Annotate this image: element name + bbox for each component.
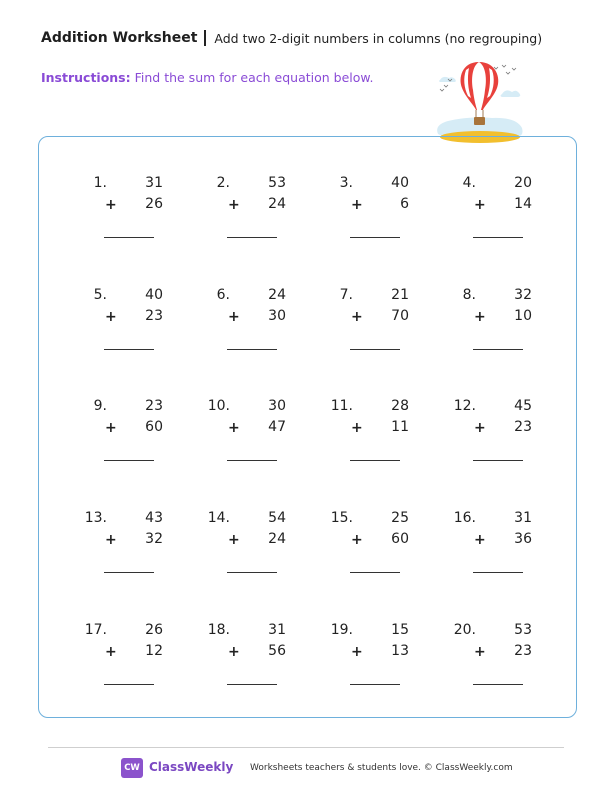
problem-3 <box>319 175 429 255</box>
second-addend: 14 <box>514 196 532 212</box>
second-addend: 6 <box>400 196 409 212</box>
problem-13 <box>73 510 183 590</box>
problem-20 <box>442 622 552 702</box>
problem-number: 13. <box>84 510 107 526</box>
plus-sign: + <box>105 532 117 548</box>
second-addend: 26 <box>145 196 163 212</box>
problem-11 <box>319 398 429 478</box>
second-addend: 13 <box>391 643 409 659</box>
worksheet-header <box>41 28 542 48</box>
problem-number: 7. <box>339 287 353 303</box>
second-addend: 10 <box>514 308 532 324</box>
brand-name: ClassWeekly <box>149 760 234 774</box>
title-separator <box>204 30 206 46</box>
hot-air-balloon-icon <box>432 58 528 148</box>
answer-line[interactable] <box>473 237 523 238</box>
plus-sign: + <box>351 197 363 213</box>
problem-number: 1. <box>93 175 107 191</box>
plus-sign: + <box>474 420 486 436</box>
problem-15 <box>319 510 429 590</box>
plus-sign: + <box>105 309 117 325</box>
problem-number: 6. <box>216 287 230 303</box>
answer-line[interactable] <box>350 349 400 350</box>
second-addend: 23 <box>514 419 532 435</box>
worksheet-subtitle: Add two 2-digit numbers in columns (no regrouping) <box>214 30 543 46</box>
answer-line[interactable] <box>104 572 154 573</box>
problem-10 <box>196 398 306 478</box>
answer-line[interactable] <box>350 237 400 238</box>
plus-sign: + <box>351 420 363 436</box>
plus-sign: + <box>351 532 363 548</box>
plus-sign: + <box>105 197 117 213</box>
plus-sign: + <box>228 532 240 548</box>
second-addend: 30 <box>268 308 286 324</box>
problem-19 <box>319 622 429 702</box>
answer-line[interactable] <box>227 684 277 685</box>
second-addend: 36 <box>514 531 532 547</box>
problem-number: 15. <box>330 510 353 526</box>
answer-line[interactable] <box>473 349 523 350</box>
first-addend: 20 <box>514 175 532 191</box>
answer-line[interactable] <box>104 684 154 685</box>
problem-number: 11. <box>330 398 353 414</box>
second-addend: 32 <box>145 531 163 547</box>
problem-number: 19. <box>330 622 353 638</box>
problem-2 <box>196 175 306 255</box>
problem-number: 18. <box>207 622 230 638</box>
first-addend: 15 <box>391 622 409 638</box>
first-addend: 40 <box>145 287 163 303</box>
problem-5 <box>73 287 183 367</box>
first-addend: 26 <box>145 622 163 638</box>
problem-number: 12. <box>453 398 476 414</box>
problem-number: 10. <box>207 398 230 414</box>
answer-line[interactable] <box>227 349 277 350</box>
problem-17 <box>73 622 183 702</box>
instructions-text: Find the sum for each equation below. <box>134 70 374 85</box>
problem-number: 17. <box>84 622 107 638</box>
first-addend: 31 <box>514 510 532 526</box>
answer-line[interactable] <box>227 460 277 461</box>
second-addend: 70 <box>391 308 409 324</box>
answer-line[interactable] <box>227 237 277 238</box>
worksheet-title: Addition Worksheet <box>41 30 198 46</box>
plus-sign: + <box>474 309 486 325</box>
problem-16 <box>442 510 552 590</box>
answer-line[interactable] <box>350 684 400 685</box>
first-addend: 53 <box>514 622 532 638</box>
plus-sign: + <box>474 532 486 548</box>
answer-line[interactable] <box>473 684 523 685</box>
first-addend: 45 <box>514 398 532 414</box>
second-addend: 60 <box>391 531 409 547</box>
problem-4 <box>442 175 552 255</box>
plus-sign: + <box>351 644 363 660</box>
plus-sign: + <box>474 644 486 660</box>
plus-sign: + <box>105 420 117 436</box>
first-addend: 43 <box>145 510 163 526</box>
plus-sign: + <box>228 309 240 325</box>
problem-number: 3. <box>339 175 353 191</box>
answer-line[interactable] <box>104 460 154 461</box>
problem-14 <box>196 510 306 590</box>
second-addend: 47 <box>268 419 286 435</box>
problem-number: 5. <box>93 287 107 303</box>
problem-number: 4. <box>462 175 476 191</box>
plus-sign: + <box>351 309 363 325</box>
first-addend: 40 <box>391 175 409 191</box>
problem-6 <box>196 287 306 367</box>
second-addend: 56 <box>268 643 286 659</box>
second-addend: 24 <box>268 196 286 212</box>
footer-tagline: Worksheets teachers & students love. © ClassWeekly.com <box>250 763 513 773</box>
problem-number: 8. <box>462 287 476 303</box>
plus-sign: + <box>228 197 240 213</box>
answer-line[interactable] <box>350 460 400 461</box>
problem-8 <box>442 287 552 367</box>
first-addend: 54 <box>268 510 286 526</box>
problem-number: 20. <box>453 622 476 638</box>
plus-sign: + <box>474 197 486 213</box>
answer-line[interactable] <box>473 572 523 573</box>
second-addend: 23 <box>145 308 163 324</box>
second-addend: 11 <box>391 419 409 435</box>
answer-line[interactable] <box>227 572 277 573</box>
plus-sign: + <box>228 420 240 436</box>
problem-number: 16. <box>453 510 476 526</box>
problem-number: 9. <box>93 398 107 414</box>
plus-sign: + <box>228 644 240 660</box>
first-addend: 23 <box>145 398 163 414</box>
problem-number: 2. <box>216 175 230 191</box>
problem-12 <box>442 398 552 478</box>
first-addend: 30 <box>268 398 286 414</box>
first-addend: 31 <box>145 175 163 191</box>
problems-panel <box>38 136 577 718</box>
instructions <box>41 70 373 85</box>
instructions-label: Instructions: <box>41 70 131 85</box>
answer-line[interactable] <box>104 237 154 238</box>
problem-number: 14. <box>207 510 230 526</box>
first-addend: 31 <box>268 622 286 638</box>
first-addend: 53 <box>268 175 286 191</box>
problem-1 <box>73 175 183 255</box>
answer-line[interactable] <box>473 460 523 461</box>
problem-7 <box>319 287 429 367</box>
second-addend: 23 <box>514 643 532 659</box>
classweekly-logo: CW <box>121 758 143 778</box>
second-addend: 24 <box>268 531 286 547</box>
footer-divider <box>48 747 564 748</box>
problem-18 <box>196 622 306 702</box>
first-addend: 32 <box>514 287 532 303</box>
first-addend: 21 <box>391 287 409 303</box>
answer-line[interactable] <box>350 572 400 573</box>
second-addend: 60 <box>145 419 163 435</box>
problem-9 <box>73 398 183 478</box>
plus-sign: + <box>105 644 117 660</box>
answer-line[interactable] <box>104 349 154 350</box>
second-addend: 12 <box>145 643 163 659</box>
first-addend: 28 <box>391 398 409 414</box>
first-addend: 25 <box>391 510 409 526</box>
first-addend: 24 <box>268 287 286 303</box>
